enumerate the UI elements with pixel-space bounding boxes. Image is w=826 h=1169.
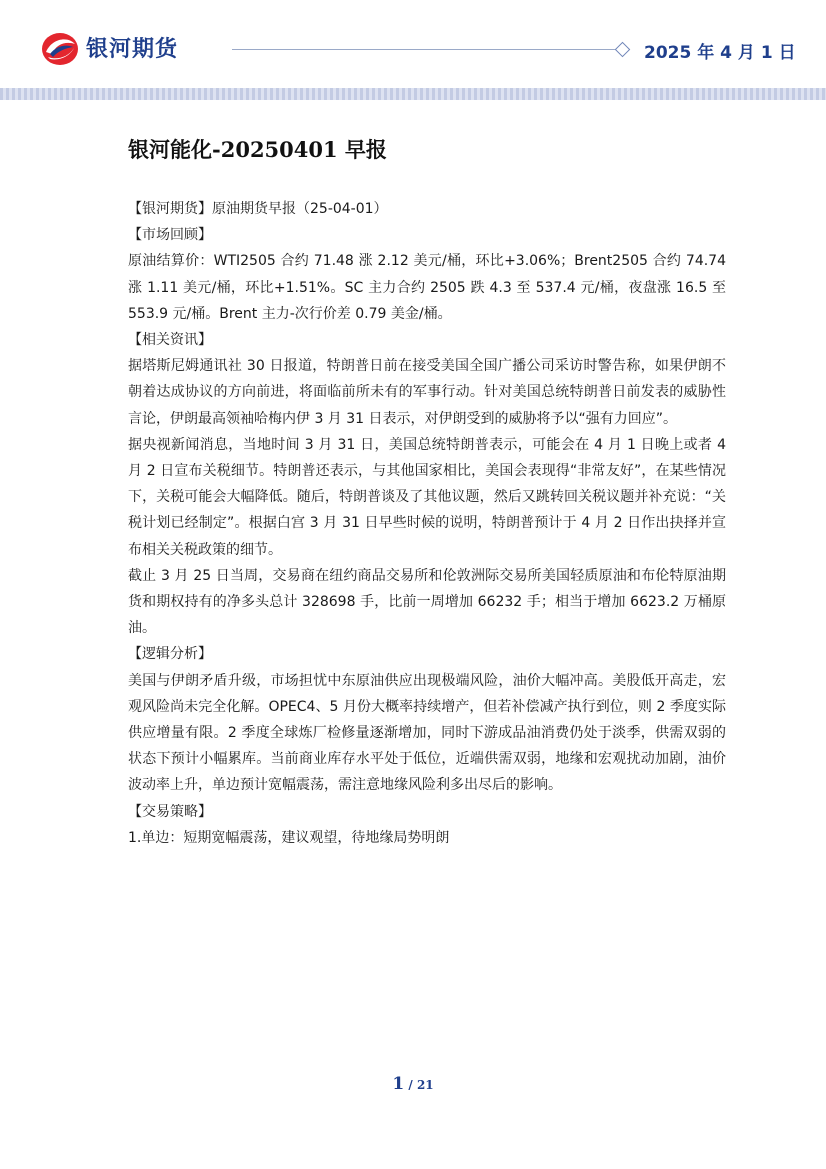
section-heading-market-review: 【市场回顾】	[128, 227, 212, 244]
report-date: 2025 年 4 月 1 日	[644, 43, 796, 63]
paragraph-news-iran: 据塔斯尼姆通讯社 30 日报道，特朗普日前在接受美国全国广播公司采访时警告称，如果伊朗不朝着达成协议的方向前进，将面临前所未有的军事行动。针对美国总统特朗普日前发表的威胁性言论，伊朗最高领袖哈梅内伊 3 月 31 日表示，对伊朗受到的威胁将予以“强有力回应”。	[128, 358, 726, 427]
header-band	[0, 88, 826, 100]
diamond-ornament-icon	[615, 42, 631, 58]
page-separator: /	[404, 1078, 417, 1092]
paragraph-logic-analysis: 美国与伊朗矛盾升级，市场担忧中东原油供应出现极端风险，油价大幅冲高。美股低开高走，宏观风险尚未完全化解。OPEC4、5 月份大概率持续增产，但若补偿减产执行到位，则 2 季度实际供应增量有限。2 季度全球炼厂检修量逐渐增加，同时下游成品油消费仍处于淡季，供需双弱的状态下预计小幅累库。当前商业库存水平处于低位，近端供需双弱，地缘和宏观扰动加剧，油价波动率上升，单边预计宽幅震荡，需注意地缘风险利多出尽后的影响。	[128, 672, 726, 794]
header-divider-line	[232, 49, 618, 50]
paragraph-news-positions: 截止 3 月 25 日当周，交易商在纽约商品交易所和伦敦洲际交易所美国轻质原油和布伦特原油期货和期权持有的净多头总计 328698 手，比前一周增加 66232 手；相当于增加 6623.2 万桶原油。	[128, 567, 726, 637]
report-body	[128, 196, 726, 851]
section-heading-logic-analysis: 【逻辑分析】	[128, 646, 212, 663]
report-title: 银河能化-20250401 早报	[128, 137, 387, 162]
section-heading-trading-strategy: 【交易策略】	[128, 803, 212, 820]
current-page: 1	[392, 1074, 405, 1094]
paragraph-strategy-single: 1.单边：短期宽幅震荡，建议观望，待地缘局势明朗	[128, 829, 450, 846]
paragraph-market-review: 原油结算价：WTI2505 合约 71.48 涨 2.12 美元/桶，环比+3.06%；Brent2505 合约 74.74 涨 1.11 美元/桶，环比+1.51%。SC 主力合约 2505 跌 4.3 至 537.4 元/桶，夜盘涨 16.5 至 553.9 元/桶。Brent 主力-次行价差 0.79 美金/桶。	[128, 253, 726, 322]
page-number	[0, 1074, 826, 1094]
galaxy-swirl-logo-icon	[40, 30, 80, 68]
paragraph-news-tariff: 据央视新闻消息，当地时间 3 月 31 日，美国总统特朗普表示，可能会在 4 月 1 日晚上或者 4 月 2 日宣布关税细节。特朗普还表示，与其他国家相比，美国会表现得“非常友好”，在某些情况下，关税可能会大幅降低。随后，特朗普谈及了其他议题，然后又跳转回关税议题并补充说：“关税计划已经制定”。根据白宫 3 月 31 日早些时候的说明，特朗普预计于 4 月 2 日作出抉择并宣布相关关税政策的细节。	[128, 436, 726, 558]
section-heading-related-news: 【相关资讯】	[128, 332, 212, 349]
total-pages: 21	[416, 1078, 434, 1092]
page-header	[0, 0, 826, 100]
brand-name: 银河期货	[86, 37, 179, 62]
report-source-line: 【银河期货】原油期货早报（25-04-01）	[128, 201, 388, 217]
